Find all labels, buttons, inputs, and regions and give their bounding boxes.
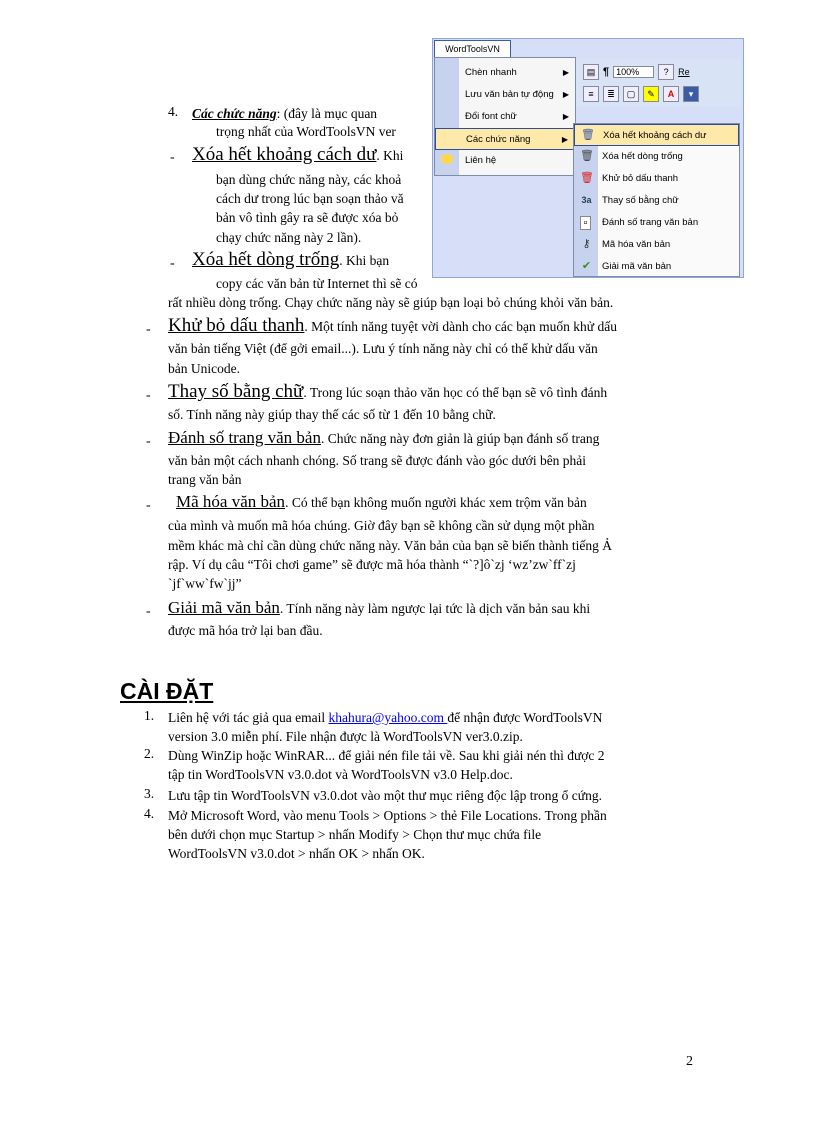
feature-text: . Một tính năng tuyệt vời dành cho các bạn muốn khử dấu bbox=[304, 319, 617, 334]
submenu-item-label: Đánh số trang văn bản bbox=[602, 217, 699, 228]
step-number: 1. bbox=[144, 708, 155, 723]
feature-text: . Chức năng này đơn giản là giúp bạn đánh số trang bbox=[320, 431, 600, 446]
page-number-icon: ▫ bbox=[580, 216, 591, 230]
feature-line bbox=[168, 428, 599, 449]
border-icon[interactable]: ▢ bbox=[623, 86, 639, 102]
numbering-icon[interactable]: ≡ bbox=[583, 86, 599, 102]
number-text-icon: 3a bbox=[581, 195, 592, 205]
main-menu bbox=[434, 57, 576, 176]
submenu-item-giai-ma[interactable] bbox=[574, 256, 739, 278]
bullet-dash: - bbox=[146, 498, 151, 513]
feature-line: văn bản một cách nhanh chóng. Số trang sẽ được đánh vào góc dưới bên phải bbox=[168, 453, 587, 468]
item4-line-1 bbox=[192, 104, 377, 124]
feature-text: . Có thể bạn không muốn người khác xem trộm văn bản bbox=[285, 495, 587, 510]
feature-line: trang văn bản bbox=[168, 472, 242, 487]
toolbar-row-1 bbox=[583, 61, 690, 83]
step-number: 3. bbox=[144, 786, 155, 801]
submenu-item-khu-dau[interactable] bbox=[574, 168, 739, 190]
menu-item-chen-nhanh[interactable] bbox=[435, 62, 575, 84]
bullet-dash: - bbox=[170, 256, 175, 271]
trash-red-icon: 🗑 bbox=[580, 172, 594, 184]
menubar-wordtoolsvn[interactable]: WordToolsVN bbox=[434, 40, 511, 58]
feature-line: văn bản tiếng Việt (để gởi email...). Lưu ý tính năng này chỉ có thể khử dấu văn bbox=[168, 341, 598, 356]
feature-text: . Trong lúc soạn thảo văn học có thể bạn sẽ vô tình đánh bbox=[303, 385, 608, 400]
feature-title: Xóa hết dòng trống bbox=[192, 249, 340, 270]
feature-line: bản Unicode. bbox=[168, 361, 240, 376]
menu-item-label: Các chức năng bbox=[466, 134, 531, 145]
key-icon: ⚷ bbox=[582, 238, 591, 250]
feature-line bbox=[192, 250, 389, 271]
submenu-item-thay-so[interactable] bbox=[574, 190, 739, 212]
menu-item-lien-he[interactable] bbox=[435, 150, 575, 172]
doc-map-icon[interactable]: ▤ bbox=[583, 64, 599, 80]
submenu-item-label: Khử bỏ dấu thanh bbox=[602, 173, 679, 184]
speech-bubble-icon bbox=[441, 154, 453, 164]
step-line: tập tin WordToolsVN v3.0.dot và WordToolsVN v3.0 Help.doc. bbox=[168, 767, 513, 782]
feature-line bbox=[192, 145, 403, 166]
step-line: Mở Microsoft Word, vào menu Tools > Options > thẻ File Locations. Trong phần bbox=[168, 808, 607, 823]
toolbar-options-icon[interactable]: ▾ bbox=[683, 86, 699, 102]
submenu-arrow-icon: ▶ bbox=[562, 90, 569, 99]
submenu-item-danh-so-trang[interactable] bbox=[574, 212, 739, 234]
email-link[interactable]: khahura@yahoo.com bbox=[328, 710, 448, 725]
feature-title: Mã hóa văn bản bbox=[176, 492, 286, 511]
read-button[interactable]: Re bbox=[678, 67, 690, 77]
step-line: Lưu tập tin WordToolsVN v3.0.dot vào một thư mục riêng độc lập trong ổ cứng. bbox=[168, 788, 602, 803]
submenu-cac-chuc-nang bbox=[573, 123, 740, 277]
feature-line bbox=[168, 316, 617, 337]
feature-line: copy các văn bản từ Internet thì sẽ có bbox=[216, 276, 418, 291]
menu-item-cac-chuc-nang[interactable] bbox=[435, 128, 575, 150]
menu-item-label: Liên hệ bbox=[465, 155, 497, 166]
pilcrow-icon[interactable]: ¶ bbox=[603, 66, 610, 78]
menu-item-label: Lưu văn bản tự động bbox=[465, 89, 554, 100]
toolbar-strip bbox=[575, 59, 741, 107]
bullet-dash: - bbox=[146, 434, 151, 449]
feature-title: Khử bỏ dấu thanh bbox=[168, 315, 305, 336]
feature-line bbox=[176, 492, 587, 513]
submenu-item-label: Xóa hết khoảng cách dư bbox=[603, 130, 707, 141]
menu-item-label: Đổi font chữ bbox=[465, 111, 517, 122]
toolbar-row-2 bbox=[583, 83, 699, 105]
feature-title: Thay số bằng chữ bbox=[168, 381, 304, 402]
submenu-item-xoa-dong-trong[interactable] bbox=[574, 146, 739, 168]
feature-title: Giải mã văn bản bbox=[168, 598, 280, 617]
feature-line bbox=[168, 598, 590, 619]
feature-line: rất nhiều dòng trống. Chạy chức năng này sẽ giúp bạn loại bỏ chúng khỏi văn bản. bbox=[168, 295, 614, 310]
menu-item-luu-van-ban[interactable] bbox=[435, 84, 575, 106]
item4-text: : (đây là mục quan bbox=[276, 106, 378, 121]
feature-line: mềm khác mà chỉ cần dùng chức năng này. Văn bản của bạn sẽ biến thành tiếng Ả bbox=[168, 538, 613, 553]
submenu-item-label: Giải mã văn bản bbox=[602, 261, 672, 272]
feature-title: Xóa hết khoảng cách dư bbox=[192, 144, 377, 165]
submenu-arrow-icon: ▶ bbox=[561, 135, 568, 144]
submenu-item-xoa-khoang-cach[interactable] bbox=[574, 124, 739, 146]
step-number: 4. bbox=[144, 806, 155, 821]
section-title-install: CÀI ĐẶT bbox=[120, 678, 214, 704]
bullet-dash: - bbox=[146, 388, 151, 403]
feature-line: của mình và muốn mã hóa chúng. Giờ đây bạn sẽ không cần sử dụng một phần bbox=[168, 518, 595, 533]
step-line: version 3.0 miễn phí. File nhận được là WordToolsVN ver3.0.zip. bbox=[168, 729, 523, 744]
step-text: Liên hệ với tác giả qua email bbox=[168, 710, 329, 725]
submenu-item-label: Thay số bằng chữ bbox=[602, 195, 679, 206]
feature-text: . Tính năng này làm ngược lại tức là dịch văn bản sau khi bbox=[279, 601, 591, 616]
font-color-icon[interactable]: A bbox=[663, 86, 679, 102]
trash-icon: 🗑 bbox=[580, 150, 594, 162]
item4-title: Các chức năng bbox=[192, 106, 277, 121]
feature-title: Đánh số trang văn bản bbox=[168, 428, 321, 447]
submenu-arrow-icon: ▶ bbox=[562, 112, 569, 121]
feature-text: . Khi bạn bbox=[339, 253, 390, 268]
bullet-dash: - bbox=[146, 604, 151, 619]
zoom-select[interactable]: 100% bbox=[613, 66, 654, 78]
step-line: bên dưới chọn mục Startup > nhấn Modify > Chọn thư mục chứa file bbox=[168, 827, 542, 842]
feature-line: `jf`ww`fw`jj” bbox=[168, 576, 242, 591]
trash-icon: 🗑 bbox=[581, 129, 595, 141]
feature-line: được mã hóa trở lại ban đầu. bbox=[168, 623, 323, 638]
menu-screenshot bbox=[432, 38, 744, 278]
step-line bbox=[168, 708, 602, 728]
step-line: WordToolsVN v3.0.dot > nhấn OK > nhấn OK. bbox=[168, 846, 425, 861]
feature-line: rập. Ví dụ câu “Tôi chơi game” sẽ được mã hóa thành “`?]ô`zj ‘wz’zw`ff`zj bbox=[168, 557, 576, 572]
page-number: 2 bbox=[686, 1054, 693, 1069]
feature-line bbox=[168, 382, 607, 403]
submenu-arrow-icon: ▶ bbox=[562, 68, 569, 77]
submenu-item-label: Xóa hết dòng trống bbox=[602, 151, 683, 162]
feature-line: bản vô tình gây ra sẽ được xóa bỏ bbox=[216, 210, 399, 225]
feature-line: chạy chức năng này 2 lần). bbox=[216, 230, 362, 245]
item-number: 4. bbox=[168, 104, 179, 119]
step-number: 2. bbox=[144, 746, 155, 761]
feature-text: . Khi bbox=[376, 148, 404, 163]
step-text: để nhận được WordToolsVN bbox=[447, 710, 603, 725]
step-line: Dùng WinZip hoặc WinRAR... để giải nén file tải về. Sau khi giải nén thì được 2 bbox=[168, 748, 605, 763]
bullets-icon[interactable]: ≣ bbox=[603, 86, 619, 102]
help-icon[interactable]: ? bbox=[658, 64, 674, 80]
feature-line: cách dư trong lúc bạn soạn thảo vă bbox=[216, 191, 404, 206]
bullet-dash: - bbox=[170, 150, 175, 165]
unlock-icon: ✔ bbox=[581, 260, 592, 272]
feature-line: bạn dùng chức năng này, các khoả bbox=[216, 172, 402, 187]
highlight-icon[interactable]: ✎ bbox=[643, 86, 659, 102]
menu-item-label: Chèn nhanh bbox=[465, 67, 517, 78]
menu-item-doi-font[interactable] bbox=[435, 106, 575, 128]
bullet-dash: - bbox=[146, 322, 151, 337]
feature-line: số. Tính năng này giúp thay thế các số từ 1 đến 10 bằng chữ. bbox=[168, 407, 496, 422]
submenu-item-ma-hoa[interactable] bbox=[574, 234, 739, 256]
submenu-item-label: Mã hóa văn bản bbox=[602, 239, 671, 250]
item4-line-2: trọng nhất của WordToolsVN ver bbox=[216, 124, 396, 139]
